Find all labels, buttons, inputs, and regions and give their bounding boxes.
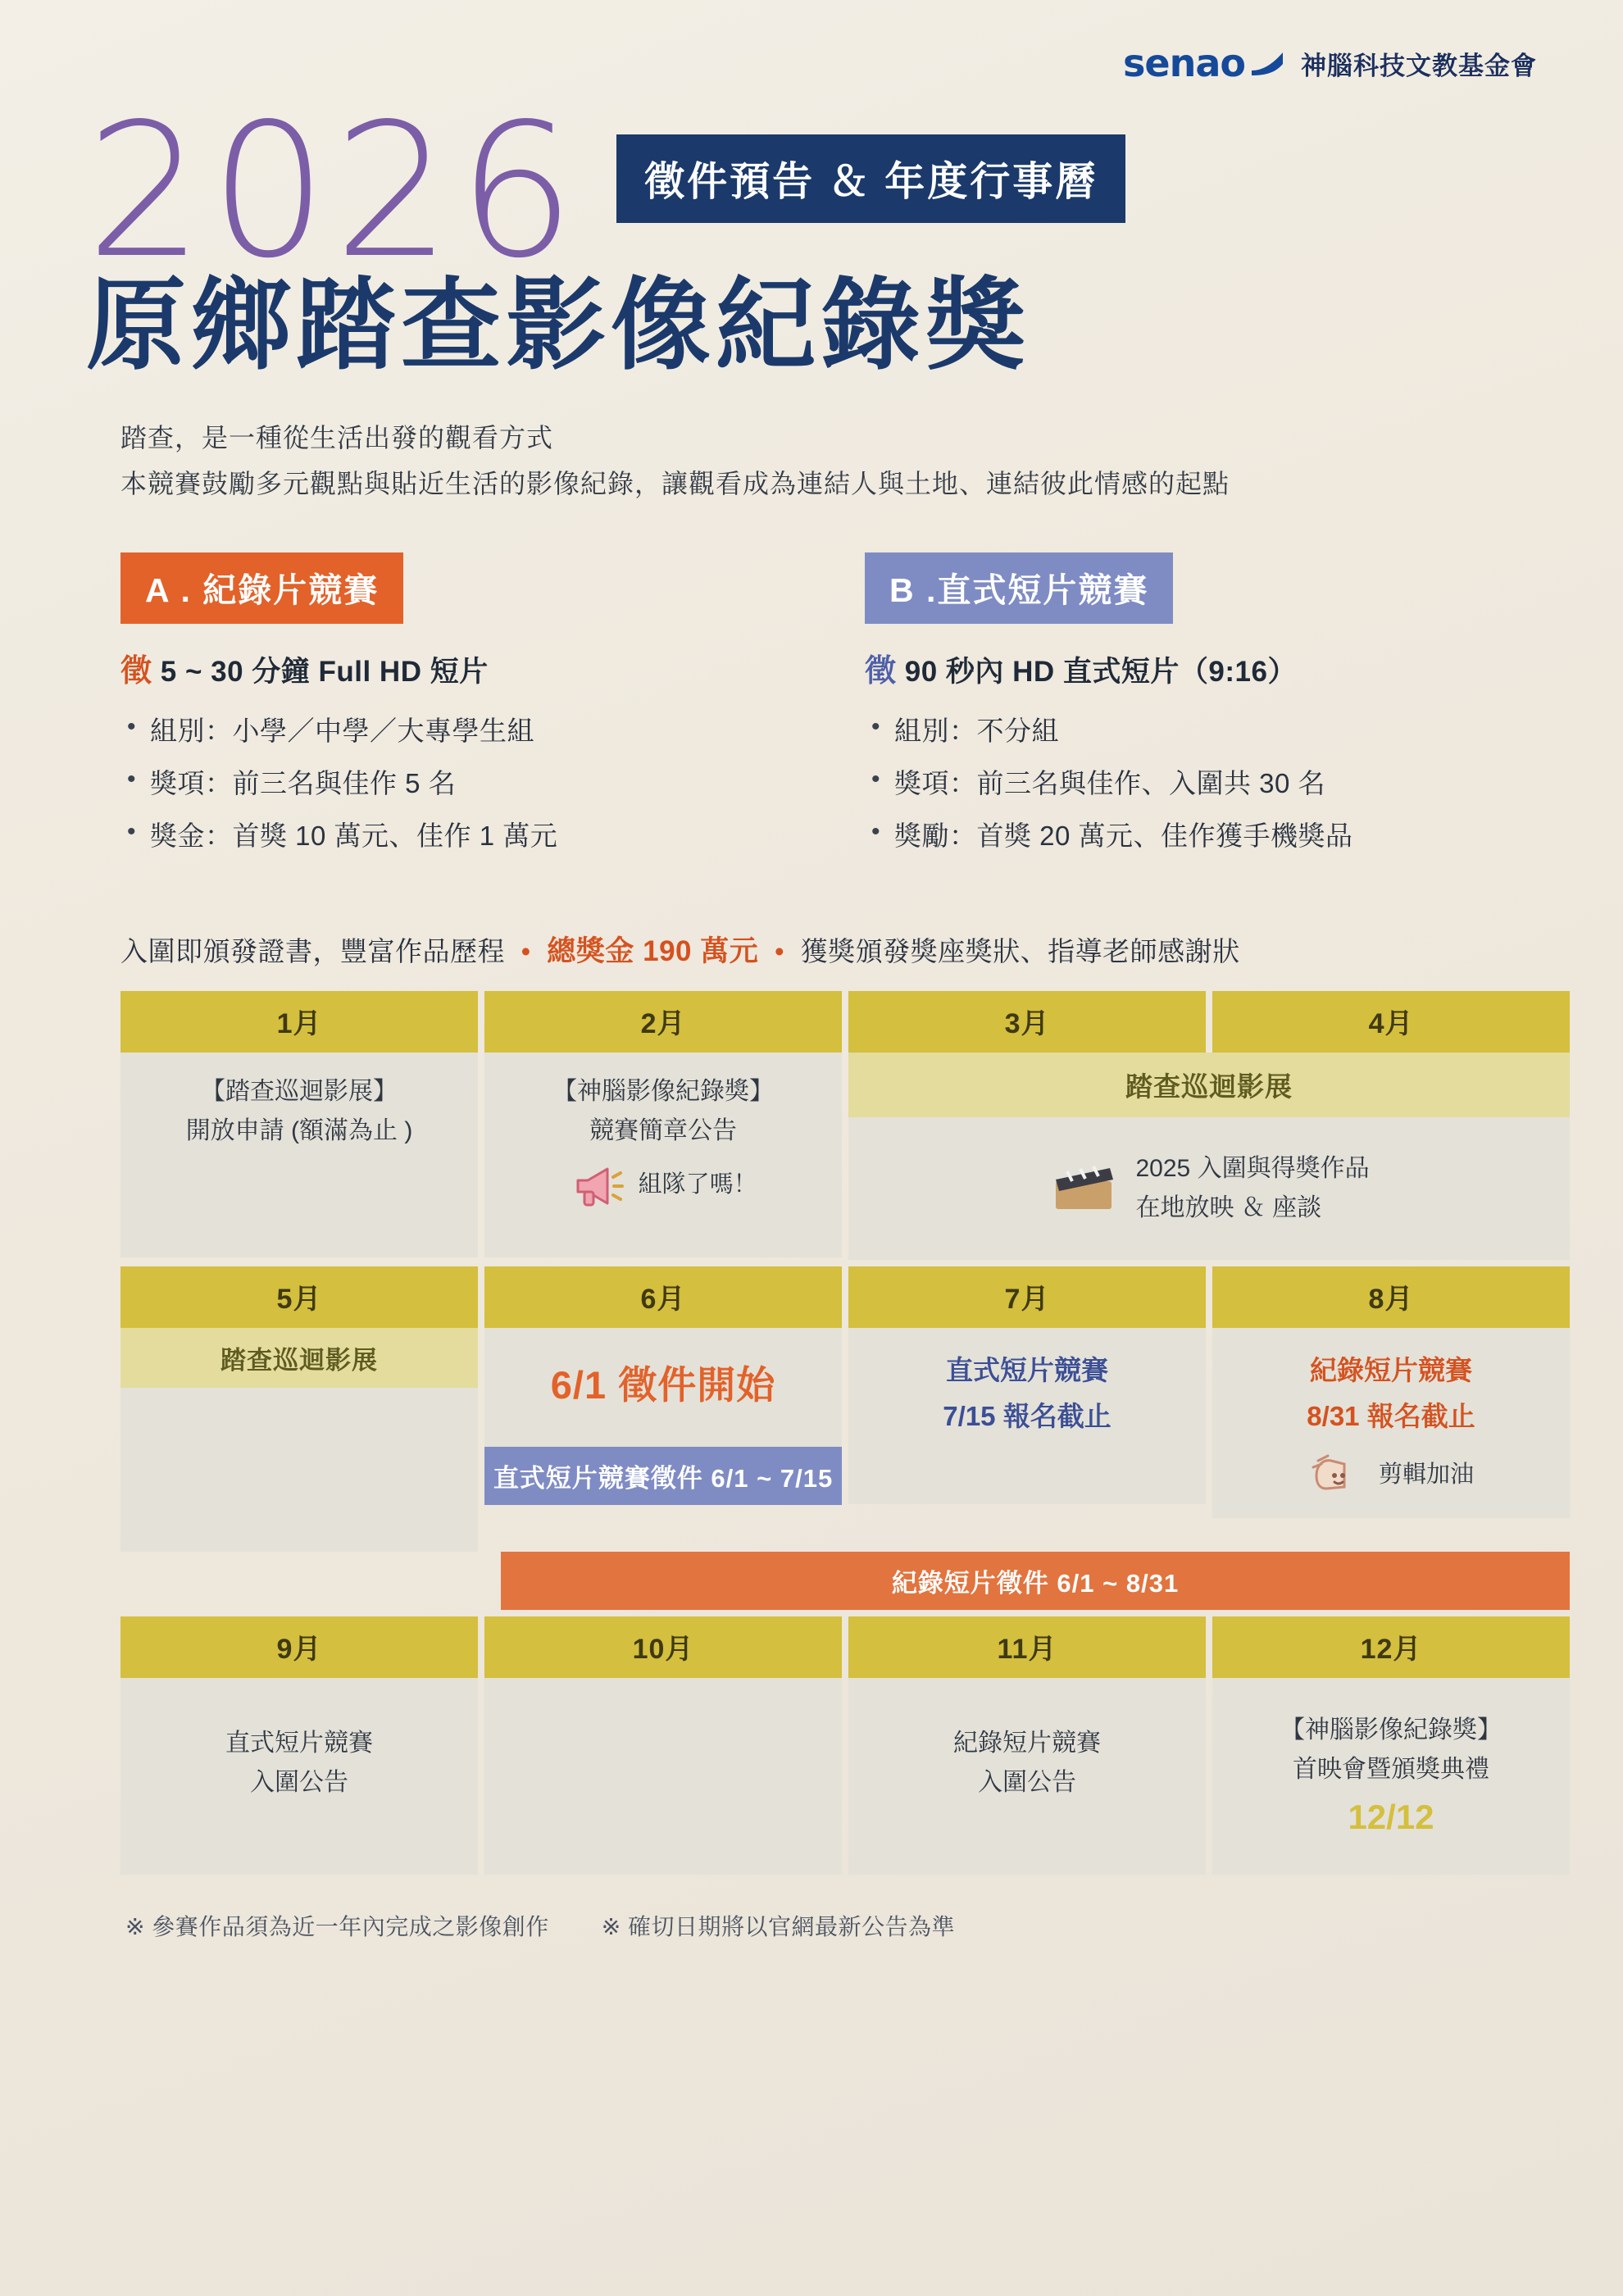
editing-hand-icon xyxy=(1308,1451,1367,1498)
award-after-text: 獲獎頒發獎座獎狀、指導老師感謝狀 xyxy=(800,935,1240,966)
category-b-seek-text: 90 秒內 HD 直式短片（9:16） xyxy=(904,655,1297,688)
list-item: • 組別：不分組 xyxy=(865,705,1537,757)
month-cell-sep xyxy=(120,1616,478,1875)
intro-line-2: 本競賽鼓勵多元觀點與貼近生活的影像紀錄，讓觀看成為連結人與土地、連結彼此情感的起點 xyxy=(120,468,1230,498)
jul-line-2: 7/15 報名截止 xyxy=(943,1400,1112,1431)
intro-line-1: 踏查，是一種從生活出發的觀看方式 xyxy=(120,422,554,452)
year-number: 2026 xyxy=(86,84,582,299)
month-body xyxy=(120,1053,478,1257)
month-header: 6月 xyxy=(484,1266,842,1328)
month-header: 2月 xyxy=(484,991,842,1053)
calendar-orange-bar-row xyxy=(120,1552,1570,1610)
dec-line-2: 首映會暨頒獎典禮 xyxy=(1293,1755,1489,1783)
month-cell-jan xyxy=(120,991,478,1260)
calendar-row-q1 xyxy=(120,991,1570,1260)
film-line-1: 2025 入圍與得獎作品 xyxy=(1135,1154,1370,1182)
prize-total: 總獎金 190 萬元 xyxy=(547,934,759,967)
month-body xyxy=(848,1678,1206,1875)
award-dot-left: • xyxy=(521,935,531,966)
mar-apr-headers xyxy=(848,991,1570,1053)
submission-open-label: 6/1 徵件開始 xyxy=(550,1362,776,1407)
month-body xyxy=(484,1328,842,1447)
category-a-seek-text: 5 ~ 30 分鐘 Full HD 短片 xyxy=(160,655,489,688)
feb-line-2: 競賽簡章公告 xyxy=(589,1116,738,1144)
category-columns xyxy=(86,552,1537,863)
feb-icon-label: 組隊了嗎！ xyxy=(638,1171,757,1198)
tour-banner-q1: 踏查巡迴影展 xyxy=(848,1053,1570,1117)
page-title: 原鄉踏查影像紀錄獎 xyxy=(86,270,1030,381)
month-header: 5月 xyxy=(120,1266,478,1328)
list-item: • 組別：小學／中學／大專學生組 xyxy=(120,705,793,757)
month-body xyxy=(120,1388,478,1552)
calendar-row-q2 xyxy=(120,1266,1570,1552)
tour-banner-may: 踏查巡迴影展 xyxy=(120,1328,478,1388)
month-cell-may xyxy=(120,1266,478,1552)
month-cell-aug xyxy=(1212,1266,1570,1552)
month-header: 3月 xyxy=(848,991,1206,1053)
nov-line-2: 入圍公告 xyxy=(978,1768,1076,1796)
category-a-tag: A . 紀錄片競賽 xyxy=(120,552,403,624)
category-b-points xyxy=(865,705,1537,863)
swoosh-icon xyxy=(1250,49,1286,77)
list-item: • 獎項：前三名與佳作、入圍共 30 名 xyxy=(865,757,1537,810)
month-body xyxy=(1212,1328,1570,1518)
month-header: 1月 xyxy=(120,991,478,1053)
calendar-row-q4 xyxy=(120,1616,1570,1875)
month-body xyxy=(484,1053,842,1257)
month-header: 10月 xyxy=(484,1616,842,1678)
senao-logo xyxy=(1123,41,1286,85)
month-header: 11月 xyxy=(848,1616,1206,1678)
month-header: 9月 xyxy=(120,1616,478,1678)
film-screening-row xyxy=(1049,1149,1370,1228)
sep-line-1: 直式短片競賽 xyxy=(225,1729,373,1757)
sep-line-2: 入圍公告 xyxy=(250,1768,348,1796)
logo-wordmark: senao xyxy=(1123,41,1245,85)
bar-vertical-short-film-period: 直式短片競賽徵件 6/1 ~ 7/15 xyxy=(484,1447,842,1505)
month-cell-mar-apr xyxy=(848,991,1570,1260)
category-b-seek xyxy=(865,645,1537,690)
annual-calendar xyxy=(86,991,1570,1875)
award-summary xyxy=(86,929,1537,970)
month-cell-nov xyxy=(848,1616,1206,1875)
category-b-seek-mark: 徵 xyxy=(865,653,897,689)
category-b xyxy=(865,552,1537,863)
footnote-2: ※ 確切日期將以官網最新公告為準 xyxy=(601,1913,955,1939)
jan-line-2: 開放申請 (額滿為止 ) xyxy=(185,1116,413,1144)
aug-icon-label: 剪輯加油 xyxy=(1378,1461,1474,1488)
list-item: • 獎項：前三名與佳作 5 名 xyxy=(120,757,793,810)
jul-line-1: 直式短片競賽 xyxy=(946,1354,1108,1385)
award-before-text: 入圍即頒發證書，豐富作品歷程 xyxy=(120,935,505,966)
month-body xyxy=(848,1328,1206,1459)
month-cell-jun xyxy=(484,1266,842,1552)
dec-ceremony-date: 12/12 xyxy=(1348,1797,1434,1836)
megaphone-icon xyxy=(570,1162,627,1208)
month-header: 7月 xyxy=(848,1266,1206,1328)
film-line-2: 在地放映 ＆ 座談 xyxy=(1135,1193,1322,1221)
feb-line-1: 【神腦影像紀錄獎】 xyxy=(552,1077,775,1105)
intro-text xyxy=(86,415,1537,507)
award-dot-right: • xyxy=(774,935,784,966)
aug-line-1: 紀錄短片競賽 xyxy=(1310,1354,1472,1385)
month-cell-feb xyxy=(484,991,842,1260)
list-item: • 獎金：首獎 10 萬元、佳作 1 萬元 xyxy=(120,810,793,862)
month-body xyxy=(1212,1678,1570,1875)
month-cell-oct xyxy=(484,1616,842,1875)
category-a xyxy=(120,552,793,863)
month-body xyxy=(120,1678,478,1875)
category-a-points xyxy=(120,705,793,863)
nov-line-1: 紀錄短片競賽 xyxy=(953,1729,1101,1757)
category-a-seek xyxy=(120,645,793,690)
month-header: 12月 xyxy=(1212,1616,1570,1678)
clapperboard-icon xyxy=(1049,1162,1120,1216)
category-a-seek-mark: 徵 xyxy=(120,653,152,689)
category-b-tag: B .直式短片競賽 xyxy=(865,552,1173,624)
dec-line-1: 【神腦影像紀錄獎】 xyxy=(1280,1716,1502,1744)
list-item: • 獎勵：首獎 20 萬元、佳作獲手機獎品 xyxy=(865,810,1537,862)
month-header: 8月 xyxy=(1212,1266,1570,1328)
month-body xyxy=(484,1678,842,1875)
aug-line-2: 8/31 報名截止 xyxy=(1307,1400,1475,1431)
hero-ribbon: 徵件預告 ＆ 年度行事曆 xyxy=(616,134,1125,223)
footnote-1: ※ 參賽作品須為近一年內完成之影像創作 xyxy=(125,1913,549,1939)
month-cell-jul xyxy=(848,1266,1206,1552)
jan-line-1: 【踏查巡迴影展】 xyxy=(201,1077,398,1105)
foundation-name: 神腦科技文教基金會 xyxy=(1301,51,1537,80)
brand-header xyxy=(86,0,1537,85)
hero-title-block xyxy=(86,84,1537,382)
month-body xyxy=(848,1117,1570,1260)
month-header: 4月 xyxy=(1212,991,1570,1053)
footnotes xyxy=(86,1909,1537,1942)
aug-icon-row xyxy=(1225,1451,1557,1498)
bar-documentary-period: 紀錄短片徵件 6/1 ~ 8/31 xyxy=(501,1552,1570,1610)
feb-icon-row xyxy=(498,1162,829,1208)
month-cell-dec xyxy=(1212,1616,1570,1875)
